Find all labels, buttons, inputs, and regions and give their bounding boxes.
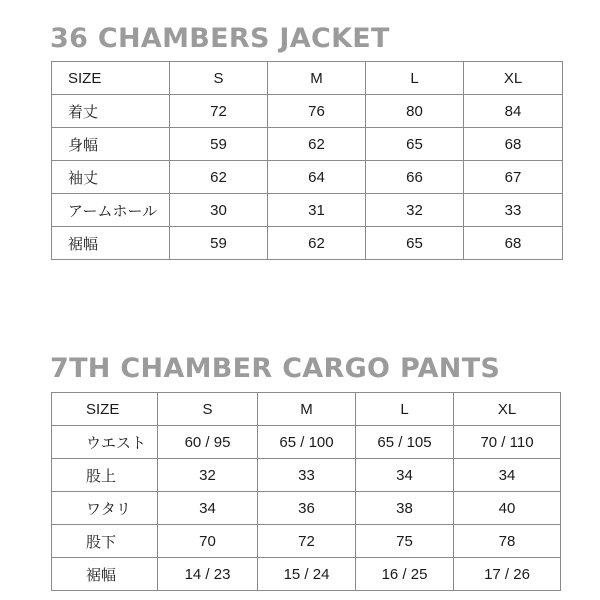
jacket-row-label: 着丈 xyxy=(52,95,170,128)
jacket-size-table xyxy=(51,61,563,260)
jacket-cell: 31 xyxy=(268,194,366,227)
pants-row-label: ウエスト xyxy=(52,426,158,459)
pants-size-chart-title: 7TH CHAMBER CARGO PANTS xyxy=(50,353,501,384)
pants-cell: 16 / 25 xyxy=(356,558,454,591)
pants-cell: 34 xyxy=(158,492,258,525)
jacket-cell: 30 xyxy=(170,194,268,227)
pants-cell: 32 xyxy=(158,459,258,492)
jacket-table-row xyxy=(52,227,563,260)
jacket-header-cell: S xyxy=(170,62,268,95)
jacket-cell: 68 xyxy=(464,128,563,161)
pants-row-label: 股上 xyxy=(52,459,158,492)
jacket-cell: 59 xyxy=(170,128,268,161)
jacket-cell: 65 xyxy=(366,128,464,161)
pants-table-row xyxy=(52,426,561,459)
pants-table-row xyxy=(52,525,561,558)
pants-header-cell: L xyxy=(356,393,454,426)
pants-cell: 34 xyxy=(356,459,454,492)
jacket-row-label: 裾幅 xyxy=(52,227,170,260)
pants-row-label: ワタリ xyxy=(52,492,158,525)
pants-cell: 17 / 26 xyxy=(454,558,561,591)
pants-header-cell: M xyxy=(258,393,356,426)
jacket-cell: 62 xyxy=(268,227,366,260)
pants-cell: 36 xyxy=(258,492,356,525)
jacket-cell: 68 xyxy=(464,227,563,260)
jacket-row-label: 袖丈 xyxy=(52,161,170,194)
pants-cell: 14 / 23 xyxy=(158,558,258,591)
pants-cell: 38 xyxy=(356,492,454,525)
jacket-cell: 66 xyxy=(366,161,464,194)
pants-table-row xyxy=(52,459,561,492)
pants-cell: 34 xyxy=(454,459,561,492)
pants-header-row xyxy=(52,393,561,426)
pants-cell: 78 xyxy=(454,525,561,558)
jacket-table-row xyxy=(52,95,563,128)
jacket-cell: 64 xyxy=(268,161,366,194)
pants-cell: 65 / 105 xyxy=(356,426,454,459)
jacket-header-cell: SIZE xyxy=(52,62,170,95)
jacket-cell: 62 xyxy=(268,128,366,161)
jacket-table-row xyxy=(52,194,563,227)
jacket-cell: 65 xyxy=(366,227,464,260)
jacket-cell: 72 xyxy=(170,95,268,128)
pants-cell: 15 / 24 xyxy=(258,558,356,591)
pants-cell: 70 / 110 xyxy=(454,426,561,459)
jacket-table-row xyxy=(52,128,563,161)
jacket-table-row xyxy=(52,161,563,194)
jacket-row-label: 身幅 xyxy=(52,128,170,161)
pants-cell: 60 / 95 xyxy=(158,426,258,459)
jacket-cell: 84 xyxy=(464,95,563,128)
jacket-header-cell: XL xyxy=(464,62,563,95)
jacket-cell: 33 xyxy=(464,194,563,227)
pants-cell: 40 xyxy=(454,492,561,525)
jacket-cell: 59 xyxy=(170,227,268,260)
jacket-header-row xyxy=(52,62,563,95)
pants-cell: 72 xyxy=(258,525,356,558)
pants-cell: 70 xyxy=(158,525,258,558)
jacket-header-cell: M xyxy=(268,62,366,95)
pants-cell: 75 xyxy=(356,525,454,558)
jacket-cell: 62 xyxy=(170,161,268,194)
jacket-header-cell: L xyxy=(366,62,464,95)
jacket-cell: 76 xyxy=(268,95,366,128)
pants-cell: 33 xyxy=(258,459,356,492)
jacket-cell: 80 xyxy=(366,95,464,128)
jacket-row-label: アームホール xyxy=(52,194,170,227)
pants-table-row xyxy=(52,558,561,591)
pants-header-cell: SIZE xyxy=(52,393,158,426)
pants-header-cell: S xyxy=(158,393,258,426)
pants-cell: 65 / 100 xyxy=(258,426,356,459)
pants-row-label: 裾幅 xyxy=(52,558,158,591)
pants-row-label: 股下 xyxy=(52,525,158,558)
jacket-cell: 32 xyxy=(366,194,464,227)
pants-size-table xyxy=(51,392,561,591)
jacket-cell: 67 xyxy=(464,161,563,194)
pants-table-row xyxy=(52,492,561,525)
jacket-size-chart-title: 36 CHAMBERS JACKET xyxy=(50,23,390,54)
pants-header-cell: XL xyxy=(454,393,561,426)
